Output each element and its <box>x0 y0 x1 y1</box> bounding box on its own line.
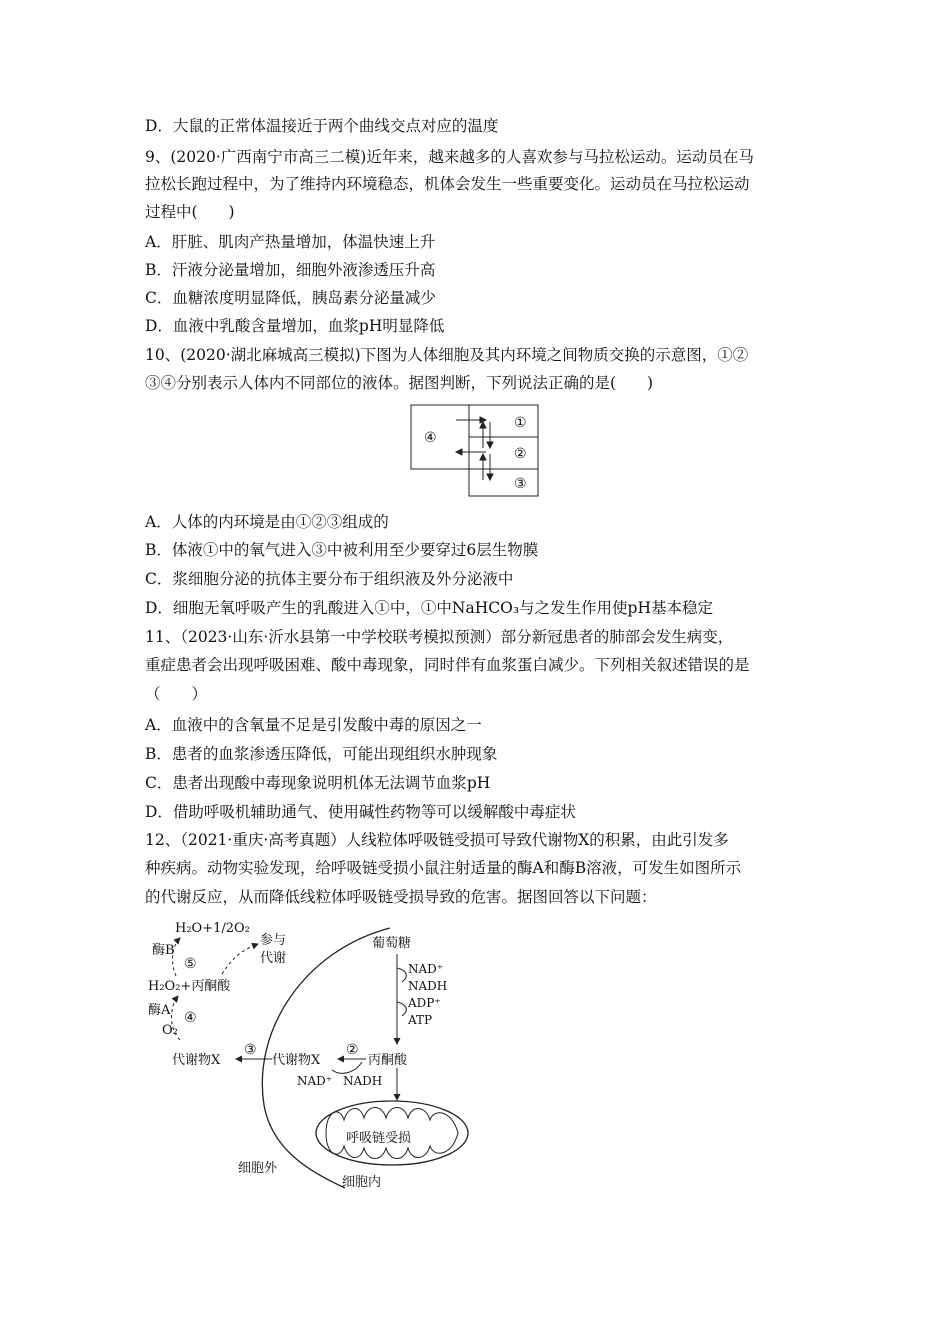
q10-option-a: A．人体的内环境是由①②③组成的 <box>145 513 389 531</box>
q10-option-c: C．浆细胞分泌的抗体主要分布于组织液及外分泌液中 <box>145 570 514 588</box>
q12-metabolism-diagram <box>140 910 500 1200</box>
q11-stem-line2: 重症患者会出现呼吸困难、酸中毒现象，同时伴有血浆蛋白减少。下列相关叙述错误的是 <box>145 656 750 674</box>
q9-stem-line3: 过程中( ) <box>145 203 235 221</box>
q10-label-3: ③ <box>514 476 527 492</box>
step-4-label: ④ <box>184 1010 197 1026</box>
q11-stem-line1: 11、（2023·山东·沂水县第一中学校联考模拟预测）部分新冠患者的肺部会发生病变， <box>145 628 734 646</box>
enzyme-a-label: 酶A <box>148 1003 171 1018</box>
q12-stem-line3: 的代谢反应，从而降低线粒体呼吸链受损导致的危害。据图回答以下问题： <box>145 888 657 906</box>
metabolite-x-out-label: 代谢物X <box>172 1053 221 1068</box>
metabolism-label: 代谢 <box>260 951 287 966</box>
extracellular-label: 细胞外 <box>238 1161 278 1176</box>
nadh-label: NADH <box>408 979 448 993</box>
q11-option-d: D．借助呼吸机辅助通气、使用碱性药物等可以缓解酸中毒症状 <box>145 803 576 821</box>
nad-curve <box>397 968 406 982</box>
q9-stem-line1: 9、(2020·广西南宁市高三二模)近年来，越来越多的人喜欢参与马拉松运动。运动员在马 <box>145 148 754 166</box>
metabolite-x-in-label: 代谢物X <box>272 1053 321 1068</box>
step-2-label: ② <box>346 1042 359 1058</box>
q10-stem-line1: 10、(2020·湖北麻城高三模拟)下图为人体细胞及其内环境之间物质交换的示意图，①② <box>145 346 749 364</box>
q10-option-b: B．体液①中的氧气进入③中被利用至少要穿过6层生物膜 <box>145 541 539 559</box>
q10-box-2 <box>469 437 538 469</box>
nadh-2-label: NADH <box>343 1074 383 1088</box>
q10-label-1: ① <box>514 415 527 431</box>
q10-fluid-exchange-diagram <box>400 400 545 500</box>
pyruvate-label: 丙酮酸 <box>368 1053 408 1068</box>
q11-option-c: C．患者出现酸中毒现象说明机体无法调节血浆pH <box>145 774 491 792</box>
intracellular-label: 细胞内 <box>342 1175 382 1190</box>
nad-plus-2-label: NAD⁺ <box>297 1074 333 1088</box>
q9-option-c: C．血糖浓度明显降低，胰岛素分泌量减少 <box>145 289 436 307</box>
q9-option-d: D．血液中乳酸含量增加，血浆pH明显降低 <box>145 317 445 335</box>
q11-option-b: B．患者的血浆渗透压降低，可能出现组织水肿现象 <box>145 745 498 763</box>
o2-label: O₂ <box>162 1023 178 1038</box>
nad-plus-label: NAD⁺ <box>408 962 444 976</box>
glucose-label: 葡萄糖 <box>372 936 412 951</box>
q10-label-4: ④ <box>424 430 437 446</box>
q11-stem-line3: （ ） <box>145 685 208 703</box>
step-3-label: ③ <box>244 1042 257 1058</box>
q10-stem-line2: ③④分别表示人体内不同部位的液体。据图判断，下列说法正确的是( ) <box>145 374 654 392</box>
q9-option-b: B．汗液分泌量增加，细胞外液渗透压升高 <box>145 261 436 279</box>
h2o2-pyruvate-label: H₂O₂+丙酮酸 <box>148 979 231 994</box>
q11-option-a: A．血液中的含氧量不足是引发酸中毒的原因之一 <box>145 716 482 734</box>
q10-label-2: ② <box>514 446 527 462</box>
adp-curve <box>397 1002 406 1016</box>
step-5-label: ⑤ <box>184 956 197 972</box>
adp-plus-label: ADP⁺ <box>408 996 441 1010</box>
q8-option-d: D．大鼠的正常体温接近于两个曲线交点对应的温度 <box>145 117 499 135</box>
damaged-chain-label: 呼吸链受损 <box>346 1131 412 1146</box>
enzyme-b-label: 酶B <box>152 943 175 958</box>
atp-label: ATP <box>408 1013 433 1027</box>
q9-stem-line2: 拉松长跑过程中，为了维持内环境稳态，机体会发生一些重要变化。运动员在马拉松运动 <box>145 175 750 193</box>
q10-box-3 <box>469 469 538 496</box>
h2o-o2-label: H₂O+1/2O₂ <box>175 921 250 936</box>
q10-box-1 <box>469 405 538 437</box>
participate-label: 参与 <box>260 933 287 948</box>
nad-nadh-curve <box>332 1062 362 1073</box>
participate-arrow <box>222 944 258 974</box>
q9-option-a: A．肝脏、肌肉产热量增加，体温快速上升 <box>145 233 436 251</box>
q12-stem-line1: 12、（2021·重庆·高考真题）人线粒体呼吸链受损可导致代谢物X的积累，由此引发多 <box>145 831 729 849</box>
q12-stem-line2: 种疾病。动物实验发现，给呼吸链受损小鼠注射适量的酶A和酶B溶液，可发生如图所示 <box>145 859 742 877</box>
q10-option-d: D．细胞无氧呼吸产生的乳酸进入①中，①中NaHCO₃与之发生作用使pH基本稳定 <box>145 599 713 617</box>
